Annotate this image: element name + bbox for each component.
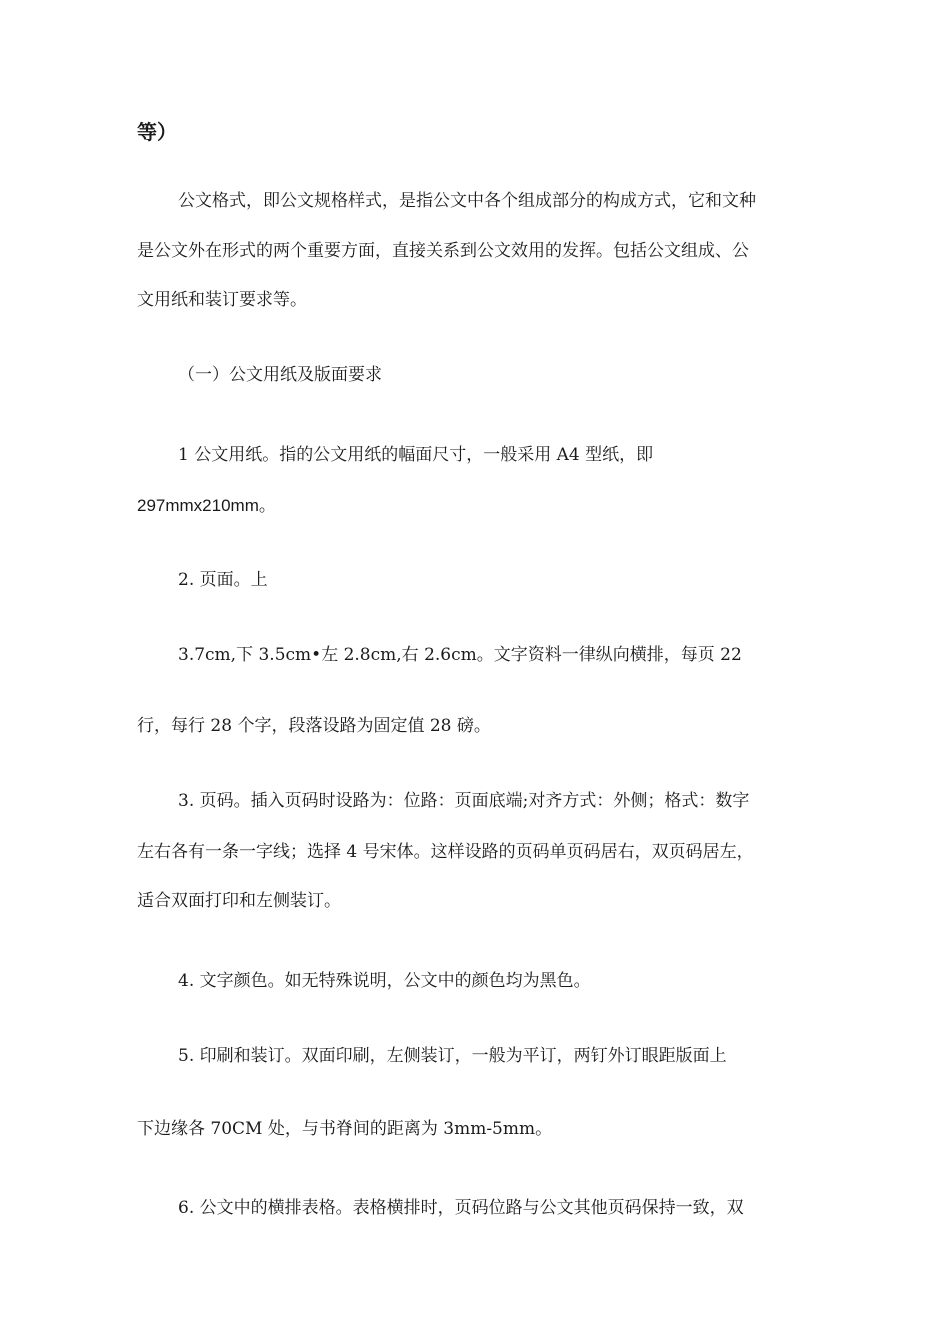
item-1-line-1: 1 公文用纸。指的公文用纸的幅面尺寸，一般采用 A4 型纸，即 [178, 445, 654, 465]
paragraph-intro-line-1: 公文格式，即公文规格样式，是指公文中各个组成部分的构成方式，它和文种 [178, 191, 756, 211]
item-5-line-2: 下边缘各 70CM 处，与书脊间的距离为 3mm-5mm。 [137, 1119, 553, 1139]
item-6-line-1: 6. 公文中的横排表格。表格横排时，页码位路与公文其他页码保持一致，双 [178, 1198, 744, 1218]
item-4-line-1: 4. 文字颜色。如无特殊说明，公文中的颜色均为黑色。 [178, 971, 591, 991]
item-2-line-1: 2. 页面。上 [178, 570, 268, 590]
item-5-line-1: 5. 印刷和装订。双面印刷，左侧装订，一般为平订，两钉外订眼距版面上 [178, 1046, 727, 1066]
paragraph-intro-line-2: 是公文外在形式的两个重要方面，直接关系到公文效用的发挥。包括公文组成、公 [137, 241, 749, 261]
item-3-line-2: 左右各有一条一字线；选择 4 号宋体。这样设路的页码单页码居右，双页码居左， [137, 842, 754, 862]
paragraph-intro-line-3: 文用纸和装订要求等。 [137, 290, 307, 310]
section-heading: （一）公文用纸及版面要求 [178, 365, 382, 385]
item-1-line-2: 297mmx210mm。 [137, 496, 276, 515]
item-3-line-1: 3. 页码。插入页码时设路为：位路：页面底端;对齐方式：外侧；格式：数字 [178, 791, 750, 811]
item-2-line-2: 3.7cm,下 3.5cm•左 2.8cm,右 2.6cm。文字资料一律纵向横排，每页 22 [178, 645, 742, 665]
item-2-line-3: 行，每行 28 个字，段落设路为固定值 28 磅。 [137, 716, 491, 736]
item-3-line-3: 适合双面打印和左侧装订。 [137, 891, 341, 911]
heading-fragment: 等） [137, 120, 177, 144]
